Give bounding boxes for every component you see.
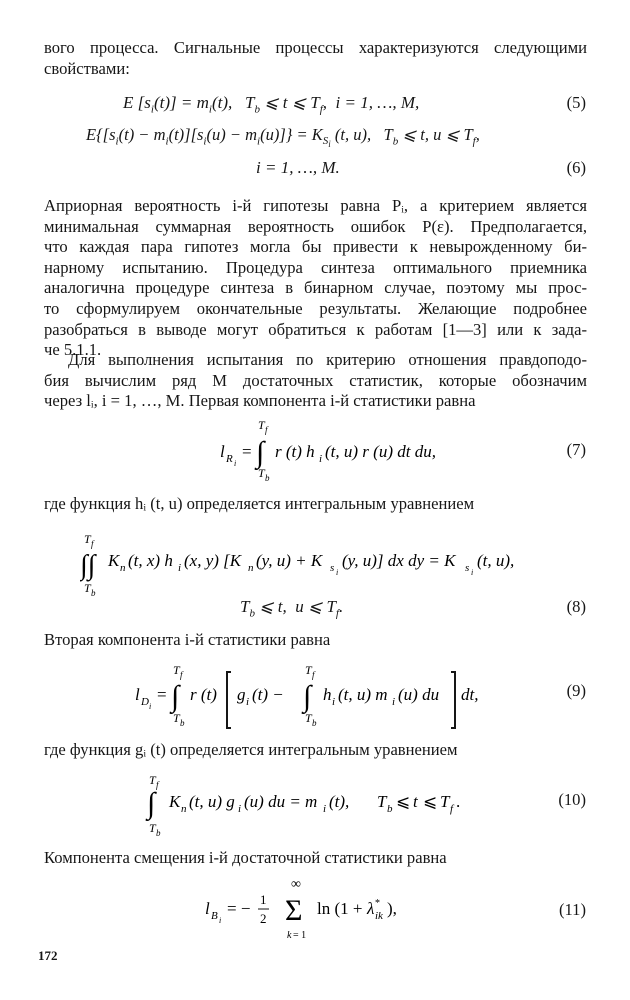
svg-text:r (t) h: r (t) h [275,442,315,461]
text-line: где функция gᵢ (t) определяется интегральным уравнением [44,740,458,759]
svg-text:K: K [108,551,120,570]
page-number: 172 [38,948,58,963]
svg-text:=: = [157,685,167,704]
svg-text:n: n [248,562,254,574]
svg-text:∫: ∫ [256,436,265,469]
text-line: через lᵢ, i = 1, …, M. Первая компонента i-й статистики равна [44,391,476,411]
svg-text:b: b [312,718,317,728]
svg-text:f: f [91,539,94,549]
svg-text:T: T [377,792,387,811]
equation-number-9: (9) [566,681,586,700]
svg-text:⩽: ⩽ [423,792,438,811]
svg-text:T: T [173,663,180,677]
svg-text:i: i [149,702,152,711]
svg-text:s: s [330,562,335,574]
svg-text:i: i [234,459,237,468]
svg-text:(t, u) r (u) dt du,: (t, u) r (u) dt du, [325,442,436,461]
text-line: че 5.1.1. [44,340,102,360]
svg-text:.: . [456,792,461,811]
paragraph-intro [44,38,587,79]
svg-text:dt,: dt, [461,685,479,704]
svg-text:(t) −: (t) − [252,685,284,704]
text-line: Компонента смещения i-й достаточной статистики равна [44,848,447,867]
svg-text:b: b [265,473,270,482]
svg-text:n: n [181,803,187,815]
equation-number-8: (8) [566,597,586,616]
svg-text:∫: ∫ [303,680,312,713]
equation-5: E $[s_i(t)] = m_i(t)$, $T_b$ ⩽ t ⩽ $T_f$, i = 1, …, M, [123,93,420,116]
svg-text:i: i [219,916,222,925]
svg-text:= −: = − [227,899,251,918]
svg-text:f: f [156,780,159,790]
svg-text:B: B [211,910,218,922]
svg-text:l: l [135,685,140,704]
svg-text:(x, y) [K: (x, y) [K [184,551,242,570]
text-line: что каждая пара гипотез могла бы привести к невырожденному би- [44,237,587,257]
equation-number-11: (11) [558,900,586,919]
svg-text:t: t [413,792,418,811]
equation-6-line-1: $E\{[s_i(t) - m_i(t)][s_i(u) - m_i(u)]\} = K_{S_i}$ (t, u), $T_b$ ⩽ t, u ⩽ $T_f$, [86,125,480,150]
equation-8-line-2: $T_b$ ⩽ t, u ⩽ $T_f$. [240,597,344,620]
svg-text:(u) du = m: (u) du = m [244,792,318,811]
svg-text:(y, u) + K: (y, u) + K [256,551,323,570]
svg-text:i: i [178,562,182,574]
svg-text:*: * [375,898,380,909]
equation-9 [135,662,515,736]
svg-text:ln (1 +: ln (1 + [317,899,363,918]
equation-number-7: (7) [566,440,586,459]
svg-text:∫: ∫ [147,787,156,820]
svg-text:i: i [392,696,396,708]
svg-text:(t, u),: (t, u), [477,551,515,570]
svg-text:(y, u)] dx dy = K: (y, u)] dx dy = K [342,551,456,570]
paragraph-second-component [44,630,587,651]
svg-text:),: ), [387,899,397,918]
text-line: свойствами: [44,58,130,78]
svg-text:f: f [265,425,268,435]
svg-text:f: f [180,670,183,680]
text-line: разобраться в выводе могут обратиться к работам [1—3] или к зада- [44,319,587,339]
svg-text:i: i [336,568,339,577]
paragraph-bias-component [44,848,587,869]
equation-8 [80,526,550,596]
svg-text:∫: ∫ [171,680,180,713]
text-line: Для выполнения испытания по критерию отношения правдоподо- [68,350,587,369]
svg-text:T: T [84,581,91,595]
svg-text:b: b [387,803,393,815]
svg-text:T: T [305,711,312,725]
text-line: вого процесса. Сигнальные процессы характеризуются следующими [44,38,587,57]
svg-text:Σ: Σ [285,894,303,927]
svg-text:T: T [305,663,312,677]
svg-text:= 1: = 1 [293,930,307,941]
paragraph-eq9-where [44,740,587,761]
text-line: бия вычислим ряд M достаточных статистик, которые обозначим [44,370,587,390]
svg-text:∫∫: ∫∫ [80,550,96,581]
svg-text:T: T [149,773,156,787]
paragraph-statistics [44,350,587,412]
text-line: нарному испытанию. Процедура синтеза оптимального приемника [44,257,587,277]
svg-text:(t, u) g: (t, u) g [189,792,235,811]
svg-text:D: D [141,696,149,708]
svg-text:2: 2 [260,911,267,926]
svg-text:1: 1 [260,892,267,907]
svg-text:ik: ik [375,910,383,922]
equation-10 [145,770,505,840]
text-line: где функция hᵢ (t, u) определяется интегральным уравнением [44,494,475,513]
equation-11 [205,876,445,946]
svg-text:i: i [471,568,474,577]
svg-text:b: b [91,588,96,596]
svg-text:i: i [332,696,336,708]
text-line: минимальная суммарная вероятность ошибок P(ε). Предполагается, [44,216,587,236]
svg-text:i: i [319,453,323,465]
paragraph-eq7-where [44,494,587,515]
svg-text:b: b [156,828,161,838]
svg-text:(u) du: (u) du [398,685,440,704]
svg-text:∞: ∞ [291,877,301,892]
svg-text:n: n [120,562,126,574]
svg-text:g: g [237,685,246,704]
svg-text:T: T [149,821,156,835]
svg-text:r (t): r (t) [190,685,217,704]
svg-text:R: R [226,453,233,465]
svg-text:T: T [440,792,450,811]
paragraph-prior [44,196,587,361]
svg-text:⩽: ⩽ [396,792,411,811]
svg-text:b: b [180,718,185,728]
svg-text:K: K [169,792,181,811]
equation-6-line-2: i = 1, …, M. [256,158,340,177]
svg-text:T: T [258,418,265,432]
text-line: Априорная вероятность i-й гипотезы равна Pᵢ, а критерием является [44,196,587,215]
svg-text:T: T [173,711,180,725]
text-line: аналогична процедуре синтеза в бинарном случае, поэтому мы прос- [44,278,587,298]
svg-text:s: s [465,562,470,574]
svg-text:i: i [246,696,250,708]
svg-text:λ: λ [367,899,375,918]
svg-text:f: f [450,803,454,815]
svg-text:T: T [84,532,91,546]
svg-text:(t, x) h: (t, x) h [128,551,173,570]
svg-text:f: f [312,670,315,680]
equation-number-6: (6) [566,158,586,177]
equation-number-5: (5) [566,93,586,112]
svg-text:(t),: (t), [329,792,350,811]
equation-7 [220,412,460,482]
text-line: Вторая компонента i-й статистики равна [44,630,331,649]
svg-text:l: l [220,442,225,461]
svg-text:T: T [258,466,265,480]
svg-text:i: i [238,803,242,815]
svg-text:l: l [205,899,210,918]
svg-text:h: h [323,685,332,704]
equation-number-10: (10) [558,790,586,809]
text-line: то сформулируем окончательные результаты. Желающие подробнее [44,298,587,318]
svg-text:i: i [323,803,327,815]
svg-text:(t, u) m: (t, u) m [338,685,388,704]
svg-text:k: k [287,930,292,941]
svg-text:=: = [242,442,252,461]
